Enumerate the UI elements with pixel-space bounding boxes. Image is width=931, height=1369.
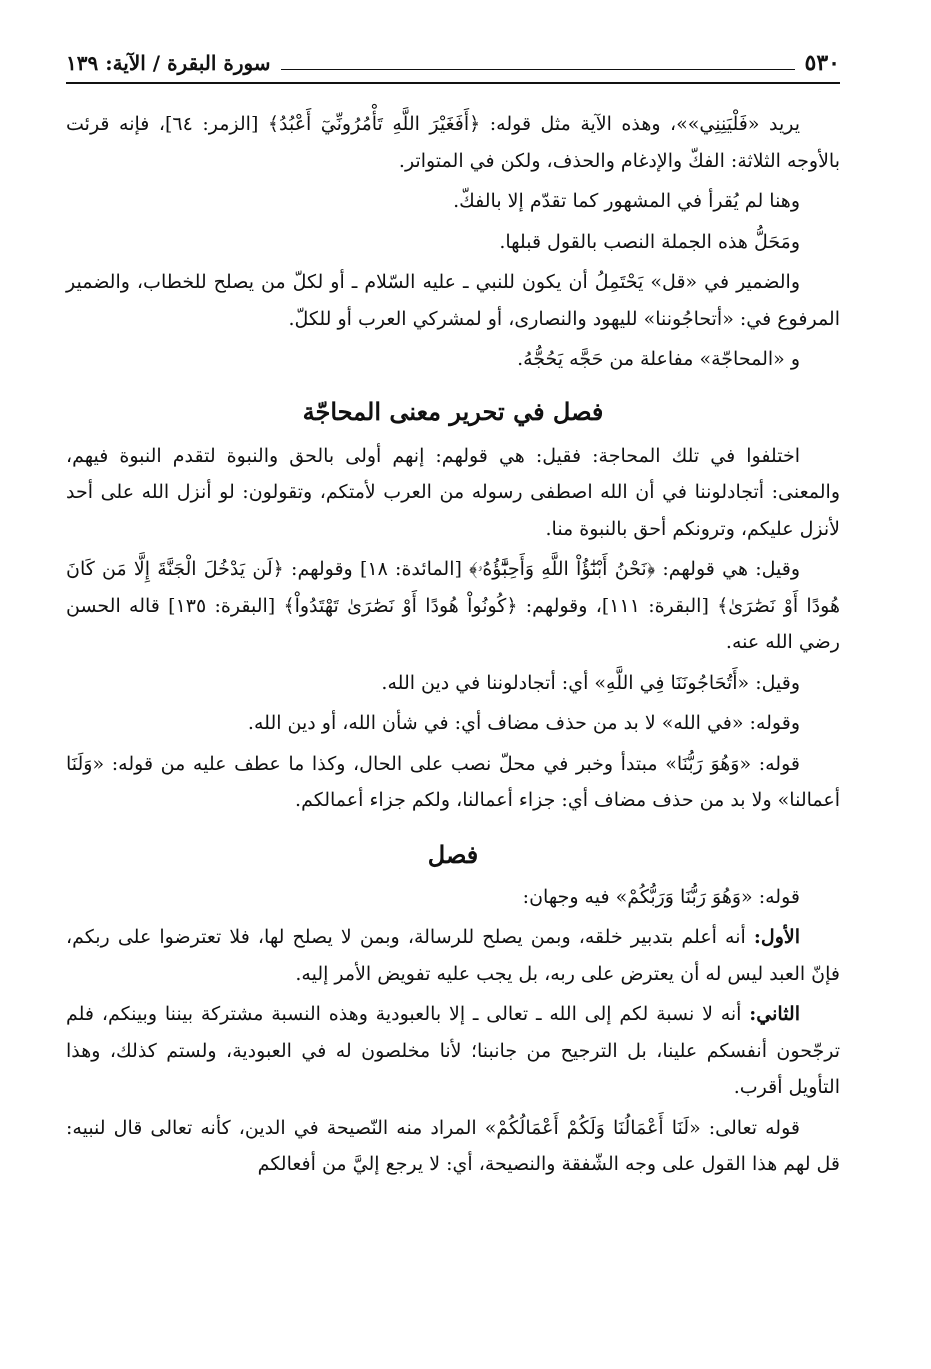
section-heading: فصل في تحرير معنى المحاجّة	[302, 396, 604, 426]
surah-reference: سورة البقرة / الآية: ١٣٩	[66, 51, 271, 75]
paragraph: قوله: «وَهُوَ رَبُّنَا وَرَبُّكُمْ» فيه وجهان:	[522, 885, 800, 908]
second-text: أنه لا نسبة لكم إلى الله ـ تعالى ـ إلا بالعبودية وهذه النسبة مشتركة بيننا وبينكم، فلم ترجّحون أنفسكم علينا، بل الترجيح من جانبنا؛ لأنا مخلصون له في العبودية، ولستم كذلك، وهذا التأويل أقرب.	[66, 1003, 840, 1098]
page-body	[66, 106, 840, 1183]
paragraph: وقيل: «أَتُحَاجُونَنَا فِي اللَّهِ» أي: أتجادلوننا في دين الله.	[381, 671, 800, 694]
first-label: الأول:	[753, 926, 800, 948]
header-rule	[281, 69, 795, 70]
paragraph: وقوله: «في الله» لا بد من حذف مضاف أي: في شأن الله، أو دين الله.	[247, 712, 800, 734]
paragraph: قوله تعالى: «لَنَا أَعْمَالُنَا وَلَكُمْ أَعْمَالُكُمْ» المراد منه النّصيحة في الدين، كأنه تعالى قال لنبيه: قل لهم هذا القول على وجه الشّفقة والنصيحة، أي: لا يرجع إليَّ من أفعالكم	[66, 1116, 840, 1175]
page-number: ٥٣٠	[804, 50, 840, 76]
first-text: أنه أعلم بتدبير خلقه، وبمن يصلح للرسالة، وبمن لا يصلح لها، فلا تعترضوا على ربكم، فإنّ العبد ليس له أن يعترض على ربه، بل يجب عليه تفويض الأمر إليه.	[66, 926, 840, 985]
paragraph: اختلفوا في تلك المحاجة: فقيل: هي قولهم: إنهم أولى بالحق والنبوة لتقدم النبوة فيهم، والمعنى: أتجادلوننا في أن الله اصطفى رسوله من العرب لأمتكم، وتقولون: لو أنزل الله على أحد لأنزل عليكم، وترونكم أحق بالنبوة منا.	[66, 444, 840, 540]
paragraph: يريد «فَلْيَنِنِي»»، وهذه الآية مثل قوله: ﴿أَفَغَيْرَ اللَّهِ تَأْمُرُونِّيٓ أَعْبُدُ﴾ [الزمر: ٦٤]، فإنه قرئت بالأوجه الثلاثة: الفكّ والإدغام والحذف، ولكن في المتواتر.	[66, 113, 840, 172]
paragraph: وقيل: هي قولهم: ﴿نَحْنُ أَبْنَٰٓؤُاْ اللَّهِ وَأَحِبَّٰٓؤُهُۥ﴾ [المائدة: ١٨] وقولهم: ﴿لَن يَدْخُلَ الْجَنَّةَ إِلَّا مَن كَانَ هُودًا أَوْ نَصَٰرَىٰ﴾ [البقرة: ١١١]، وقولهم: ﴿كُونُواْ هُودًا أَوْ نَصَٰرَىٰ تَهْتَدُواْ﴾ [البقرة: ١٣٥] قاله الحسن رضي الله عنه.	[66, 558, 841, 653]
page-header	[66, 38, 840, 84]
paragraph: ومَحَلُّ هذه الجملة النصب بالقول قبلها.	[499, 230, 800, 253]
paragraph: وهنا لم يُقرأ في المشهور كما تقدّم إلا بالفكّ.	[453, 190, 800, 212]
page	[66, 38, 840, 1187]
paragraph: قوله: «وَهُوَ رَبُّنَا» مبتدأ وخبر في محلّ نصب على الحال، وكذا ما عطف عليه من قوله: «وَلَنَا أعمالنا» ولا بد من حذف مضاف أي: جزاء أعمالنا، ولكم جزاء أعمالكم.	[66, 752, 840, 811]
paragraph: و «المحاجّة» مفاعلة من حَجَّه يَحُجُّهُ.	[517, 348, 800, 370]
paragraph-first-aspect	[66, 919, 840, 992]
section-heading: فصل	[427, 839, 479, 869]
paragraph-second-aspect	[66, 996, 840, 1106]
paragraph: والضمير في «قل» يَحْتَمِلُ أن يكون للنبي ـ عليه السّلام ـ أو لكلّ من يصلح للخطاب، والضمير المرفوع في: «أتحاجُوننا» لليهود والنصارى، أو لمشركي العرب أو للكلّ.	[66, 271, 840, 330]
second-label: الثاني:	[749, 1003, 800, 1025]
